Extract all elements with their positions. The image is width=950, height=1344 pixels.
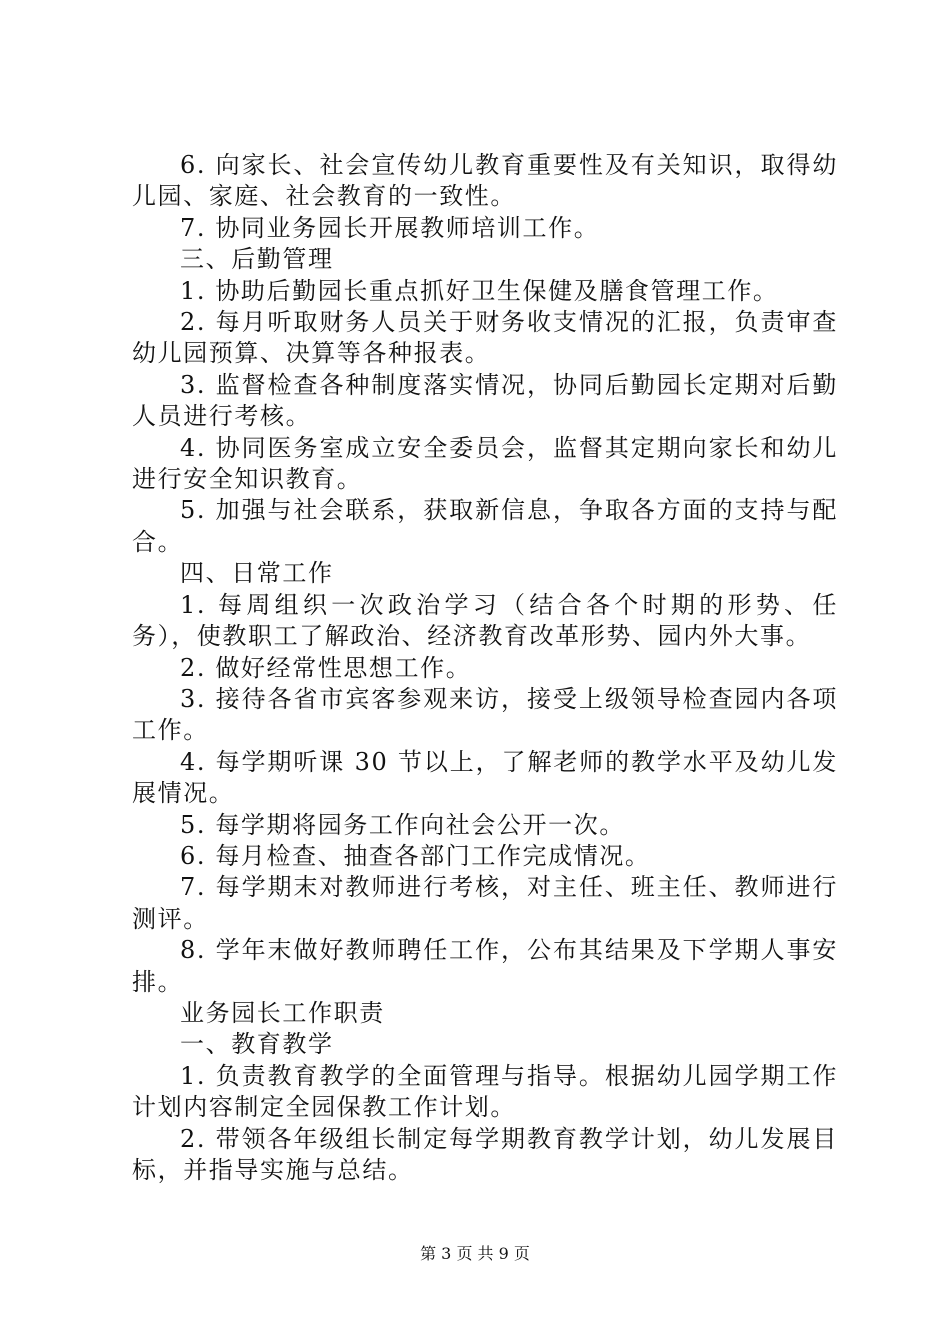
paragraph-7: 4. 协同医务室成立安全委员会，监督其定期向家长和幼儿进行安全知识教育。 <box>132 433 838 494</box>
document-body <box>132 150 838 1186</box>
paragraph-16: 7. 每学期末对教师进行考核，对主任、班主任、教师进行测评。 <box>132 873 838 933</box>
paragraph-13: 4. 每学期听课 30 节以上，了解老师的教学水平及幼儿发展情况。 <box>132 747 838 808</box>
paragraph-2: 7. 协同业务园长开展教师培训工作。 <box>180 213 600 242</box>
paragraph-8: 5. 加强与社会联系，获取新信息，争取各方面的支持与配合。 <box>132 496 838 556</box>
page-number-footer: 第 3 页 共 9 页 <box>420 1244 530 1263</box>
paragraph-12: 3. 接待各省市宾客参观来访，接受上级领导检查园内各项工作。 <box>132 684 838 745</box>
paragraph-4: 1. 协助后勤园长重点抓好卫生保健及膳食管理工作。 <box>180 276 779 305</box>
paragraph-21: 2. 带领各年级组长制定每学期教育教学计划，幼儿发展目标，并指导实施与总结。 <box>132 1124 838 1184</box>
section-heading-logistics: 三、后勤管理 <box>180 245 334 274</box>
paragraph-20: 1. 负责教育教学的全面管理与指导。根据幼儿园学期工作计划内容制定全园保教工作计划。 <box>132 1061 838 1122</box>
section-title-business-director: 业务园长工作职责 <box>180 998 385 1027</box>
section-heading-education: 一、教育教学 <box>180 1030 334 1059</box>
paragraph-10: 1. 每周组织一次政治学习（结合各个时期的形势、任务），使教职工了解政治、经济教育改革形势、园内外大事。 <box>132 590 838 651</box>
paragraph-14: 5. 每学期将园务工作向社会公开一次。 <box>180 810 625 839</box>
paragraph-15: 6. 每月检查、抽查各部门工作完成情况。 <box>180 841 651 870</box>
paragraph-17: 8. 学年末做好教师聘任工作，公布其结果及下学期人事安排。 <box>132 936 838 996</box>
paragraph-5: 2. 每月听取财务人员关于财务收支情况的汇报，负责审查幼儿园预算、决算等各种报表。 <box>132 308 838 368</box>
section-heading-daily-work: 四、日常工作 <box>180 559 334 588</box>
paragraph-11: 2. 做好经常性思想工作。 <box>180 653 472 682</box>
paragraph-6: 3. 监督检查各种制度落实情况，协同后勤园长定期对后勤人员进行考核。 <box>132 370 838 431</box>
paragraph-1: 6. 向家长、社会宣传幼儿教育重要性及有关知识，取得幼儿园、家庭、社会教育的一致性。 <box>132 151 838 211</box>
